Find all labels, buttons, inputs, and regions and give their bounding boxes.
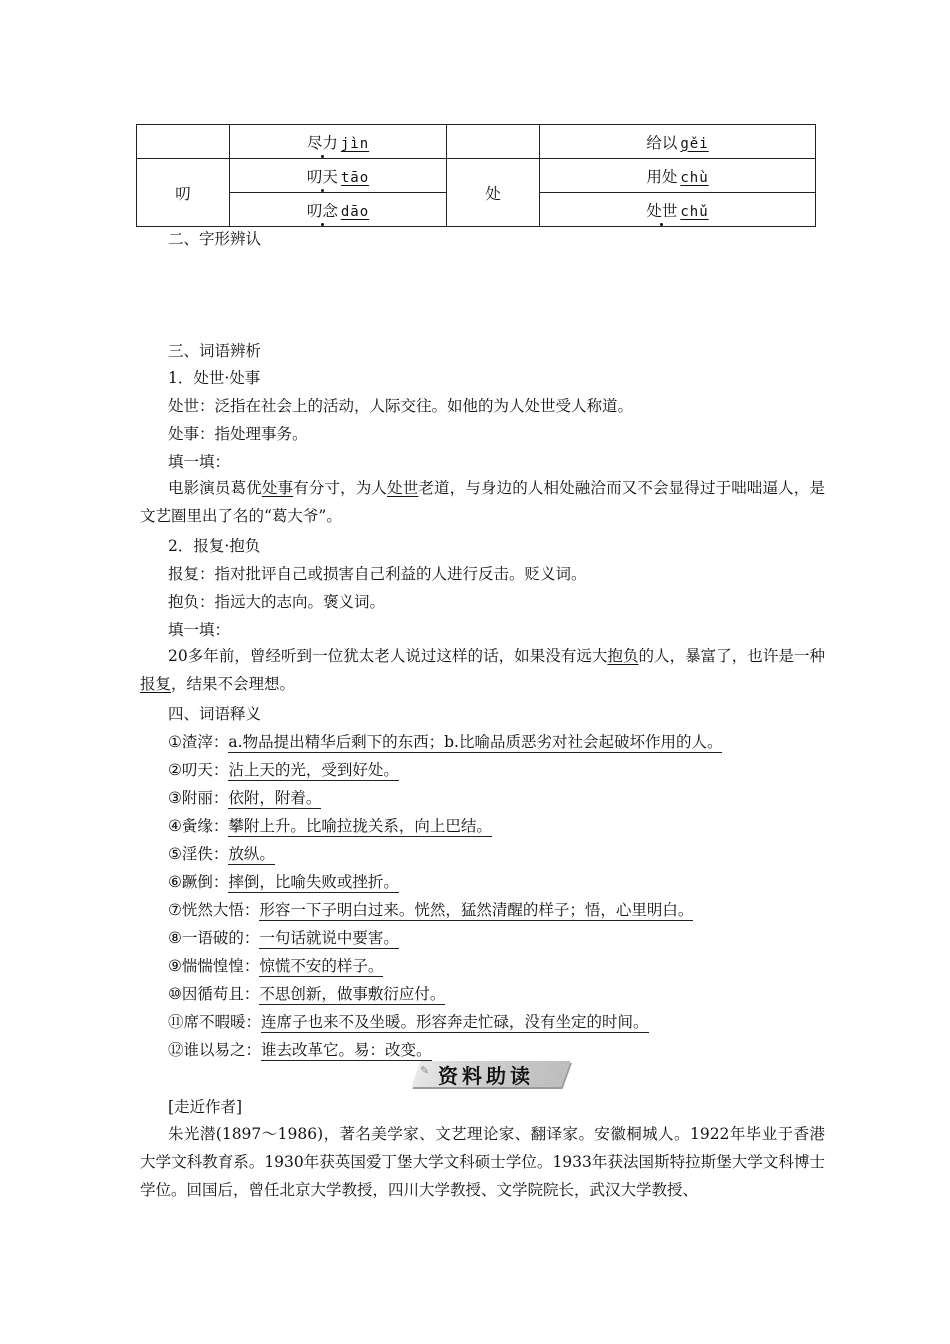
definition-answer: 形容一下子明白过来。恍然，猛然清醒的样子；悟，心里明白。 (259, 901, 694, 919)
pinyin: chù (680, 169, 709, 186)
item-title: 2．报复·抱负 (168, 537, 261, 555)
term: 叨天： (181, 761, 229, 779)
dotted-char: 处世 (646, 199, 677, 221)
glossary-item (168, 815, 492, 837)
banner-ornament-icon: ✎ (420, 1064, 430, 1077)
definition-answer: 摔倒，比喻失败或挫折。 (228, 873, 399, 891)
item-title: 1．处世·处事 (168, 369, 261, 387)
glossary-item (168, 927, 399, 949)
section-heading: 三、词语辨析 (168, 342, 262, 360)
glossary-item (168, 955, 383, 977)
definition-answer: a.物品提出精华后剩下的东西；b.比喻品质恶劣对社会起破坏作用的人。 (228, 733, 723, 751)
definition-answer: 沾上天的光，受到好处。 (228, 761, 399, 779)
table-cell (447, 125, 540, 159)
definition-answer: 放纵。 (228, 845, 275, 863)
answer: 抱负 (607, 647, 639, 665)
definition: 抱负：指远大的志向。褒义词。 (168, 593, 386, 611)
dotted-char: 尽力 (307, 131, 338, 153)
definition-answer: 一句话就说中要害。 (259, 929, 399, 947)
definition-answer: 谁去改革它。易：改变。 (261, 1041, 432, 1059)
example-paragraph (140, 642, 825, 698)
term: 夤缘： (181, 817, 229, 835)
term: 附丽： (181, 789, 229, 807)
table-cell (540, 159, 816, 193)
pinyin: jìn (340, 135, 370, 152)
definition: 报复：指对批评自己或损害自己利益的人进行反击。贬义词。 (168, 565, 587, 583)
glossary-item (168, 899, 693, 921)
item-number: ⑫ (168, 1041, 184, 1059)
item-number: ⑨ (168, 957, 182, 975)
table-cell (137, 125, 230, 159)
section-heading: 四、词语释义 (168, 705, 262, 723)
pinyin: chǔ (680, 203, 709, 220)
text: 电影演员葛优 (168, 479, 262, 497)
table-cell (230, 159, 447, 193)
banner-title: 资料助读 (438, 1064, 534, 1088)
term: 蹶倒： (181, 873, 229, 891)
text: 老道，与身边的人相处融洽而又不会显得过于咄咄逼人，是文艺圈里出了名的“葛大爷”。 (140, 479, 825, 525)
item-number: ⑪ (168, 1013, 184, 1031)
table-row (137, 125, 816, 159)
dotted-char: 叨念 (307, 199, 338, 221)
definition: 处事：指处理事务。 (168, 425, 308, 443)
item-number: ⑤ (168, 845, 182, 863)
glossary-item (168, 1039, 432, 1061)
pronunciation-table (136, 124, 816, 227)
table-cell (230, 125, 447, 159)
table-cell (540, 125, 816, 159)
definition-answer: 依附，附着。 (228, 789, 322, 807)
table-cell (540, 193, 816, 227)
word: 用处 (646, 167, 678, 186)
definition: 处世：泛指在社会上的活动，人际交往。如他的为人处世受人称道。 (168, 397, 634, 415)
word: 给以 (646, 133, 678, 152)
text: 20多年前，曾经听到一位犹太老人说过这样的话，如果没有远大 (168, 647, 608, 665)
glossary-item (168, 871, 399, 893)
table-cell-head-char: 叨 (137, 159, 230, 227)
banner (416, 1058, 566, 1090)
dotted-char: 叨天 (307, 165, 338, 187)
example-paragraph (140, 474, 825, 530)
item-number: ① (168, 733, 182, 751)
item-number: ⑦ (168, 901, 182, 919)
term: 渣滓： (181, 733, 229, 751)
pinyin: dāo (340, 203, 370, 220)
item-number: ④ (168, 817, 182, 835)
table-cell-head-char: 处 (447, 159, 540, 227)
term: 一语破的： (181, 929, 260, 947)
answer: 处世 (387, 479, 419, 497)
item-number: ⑥ (168, 873, 182, 891)
term: 惴惴惶惶： (181, 957, 260, 975)
definition-answer: 连席子也来不及坐暖。形容奔走忙碌，没有坐定的时间。 (261, 1013, 649, 1031)
term: 因循苟且： (181, 985, 260, 1003)
glossary-item (168, 759, 399, 781)
term: 恍然大悟： (181, 901, 260, 919)
pinyin: tāo (340, 169, 370, 186)
glossary-item (168, 843, 275, 865)
fill-label: 填一填： (168, 453, 231, 471)
glossary-item (168, 787, 321, 809)
definition-answer: 不思创新，做事敷衍应付。 (259, 985, 446, 1003)
fill-label: 填一填： (168, 621, 231, 639)
item-number: ⑧ (168, 929, 182, 947)
item-number: ⑩ (168, 985, 182, 1003)
table-row (137, 159, 816, 193)
item-number: ③ (168, 789, 182, 807)
section-heading: 二、字形辨认 (168, 230, 262, 248)
pinyin: gěi (680, 135, 709, 152)
text: 的人，暴富了，也许是一种 (638, 647, 825, 665)
answer: 处事 (261, 479, 294, 497)
table-cell (230, 193, 447, 227)
author-paragraph: 朱光潜(1897～1986)，著名美学家、文艺理论家、翻译家。安徽桐城人。1922年毕业于香港大学文科教育系。1930年获英国爱丁堡大学文科硕士学位。1933年获法国斯特拉斯堡大学文科博士学位。回国后，曾任北京大学教授，四川大学教授、文学院院长，武汉大学教授、 (140, 1125, 825, 1199)
subheading: [走近作者] (168, 1098, 243, 1116)
text: ，结果不会理想。 (171, 675, 296, 693)
definition-answer: 攀附上升。比喻拉拢关系，向上巴结。 (228, 817, 492, 835)
glossary-item (168, 731, 722, 753)
term: 谁以易之： (183, 1041, 262, 1059)
definition-answer: 惊慌不安的样子。 (259, 957, 384, 975)
item-number: ② (168, 761, 182, 779)
text: 有分寸，为人 (293, 479, 388, 497)
answer: 报复 (140, 675, 172, 693)
term: 淫佚： (181, 845, 229, 863)
glossary-item (168, 1011, 649, 1033)
term: 席不暇暖： (183, 1013, 262, 1031)
glossary-item (168, 983, 445, 1005)
